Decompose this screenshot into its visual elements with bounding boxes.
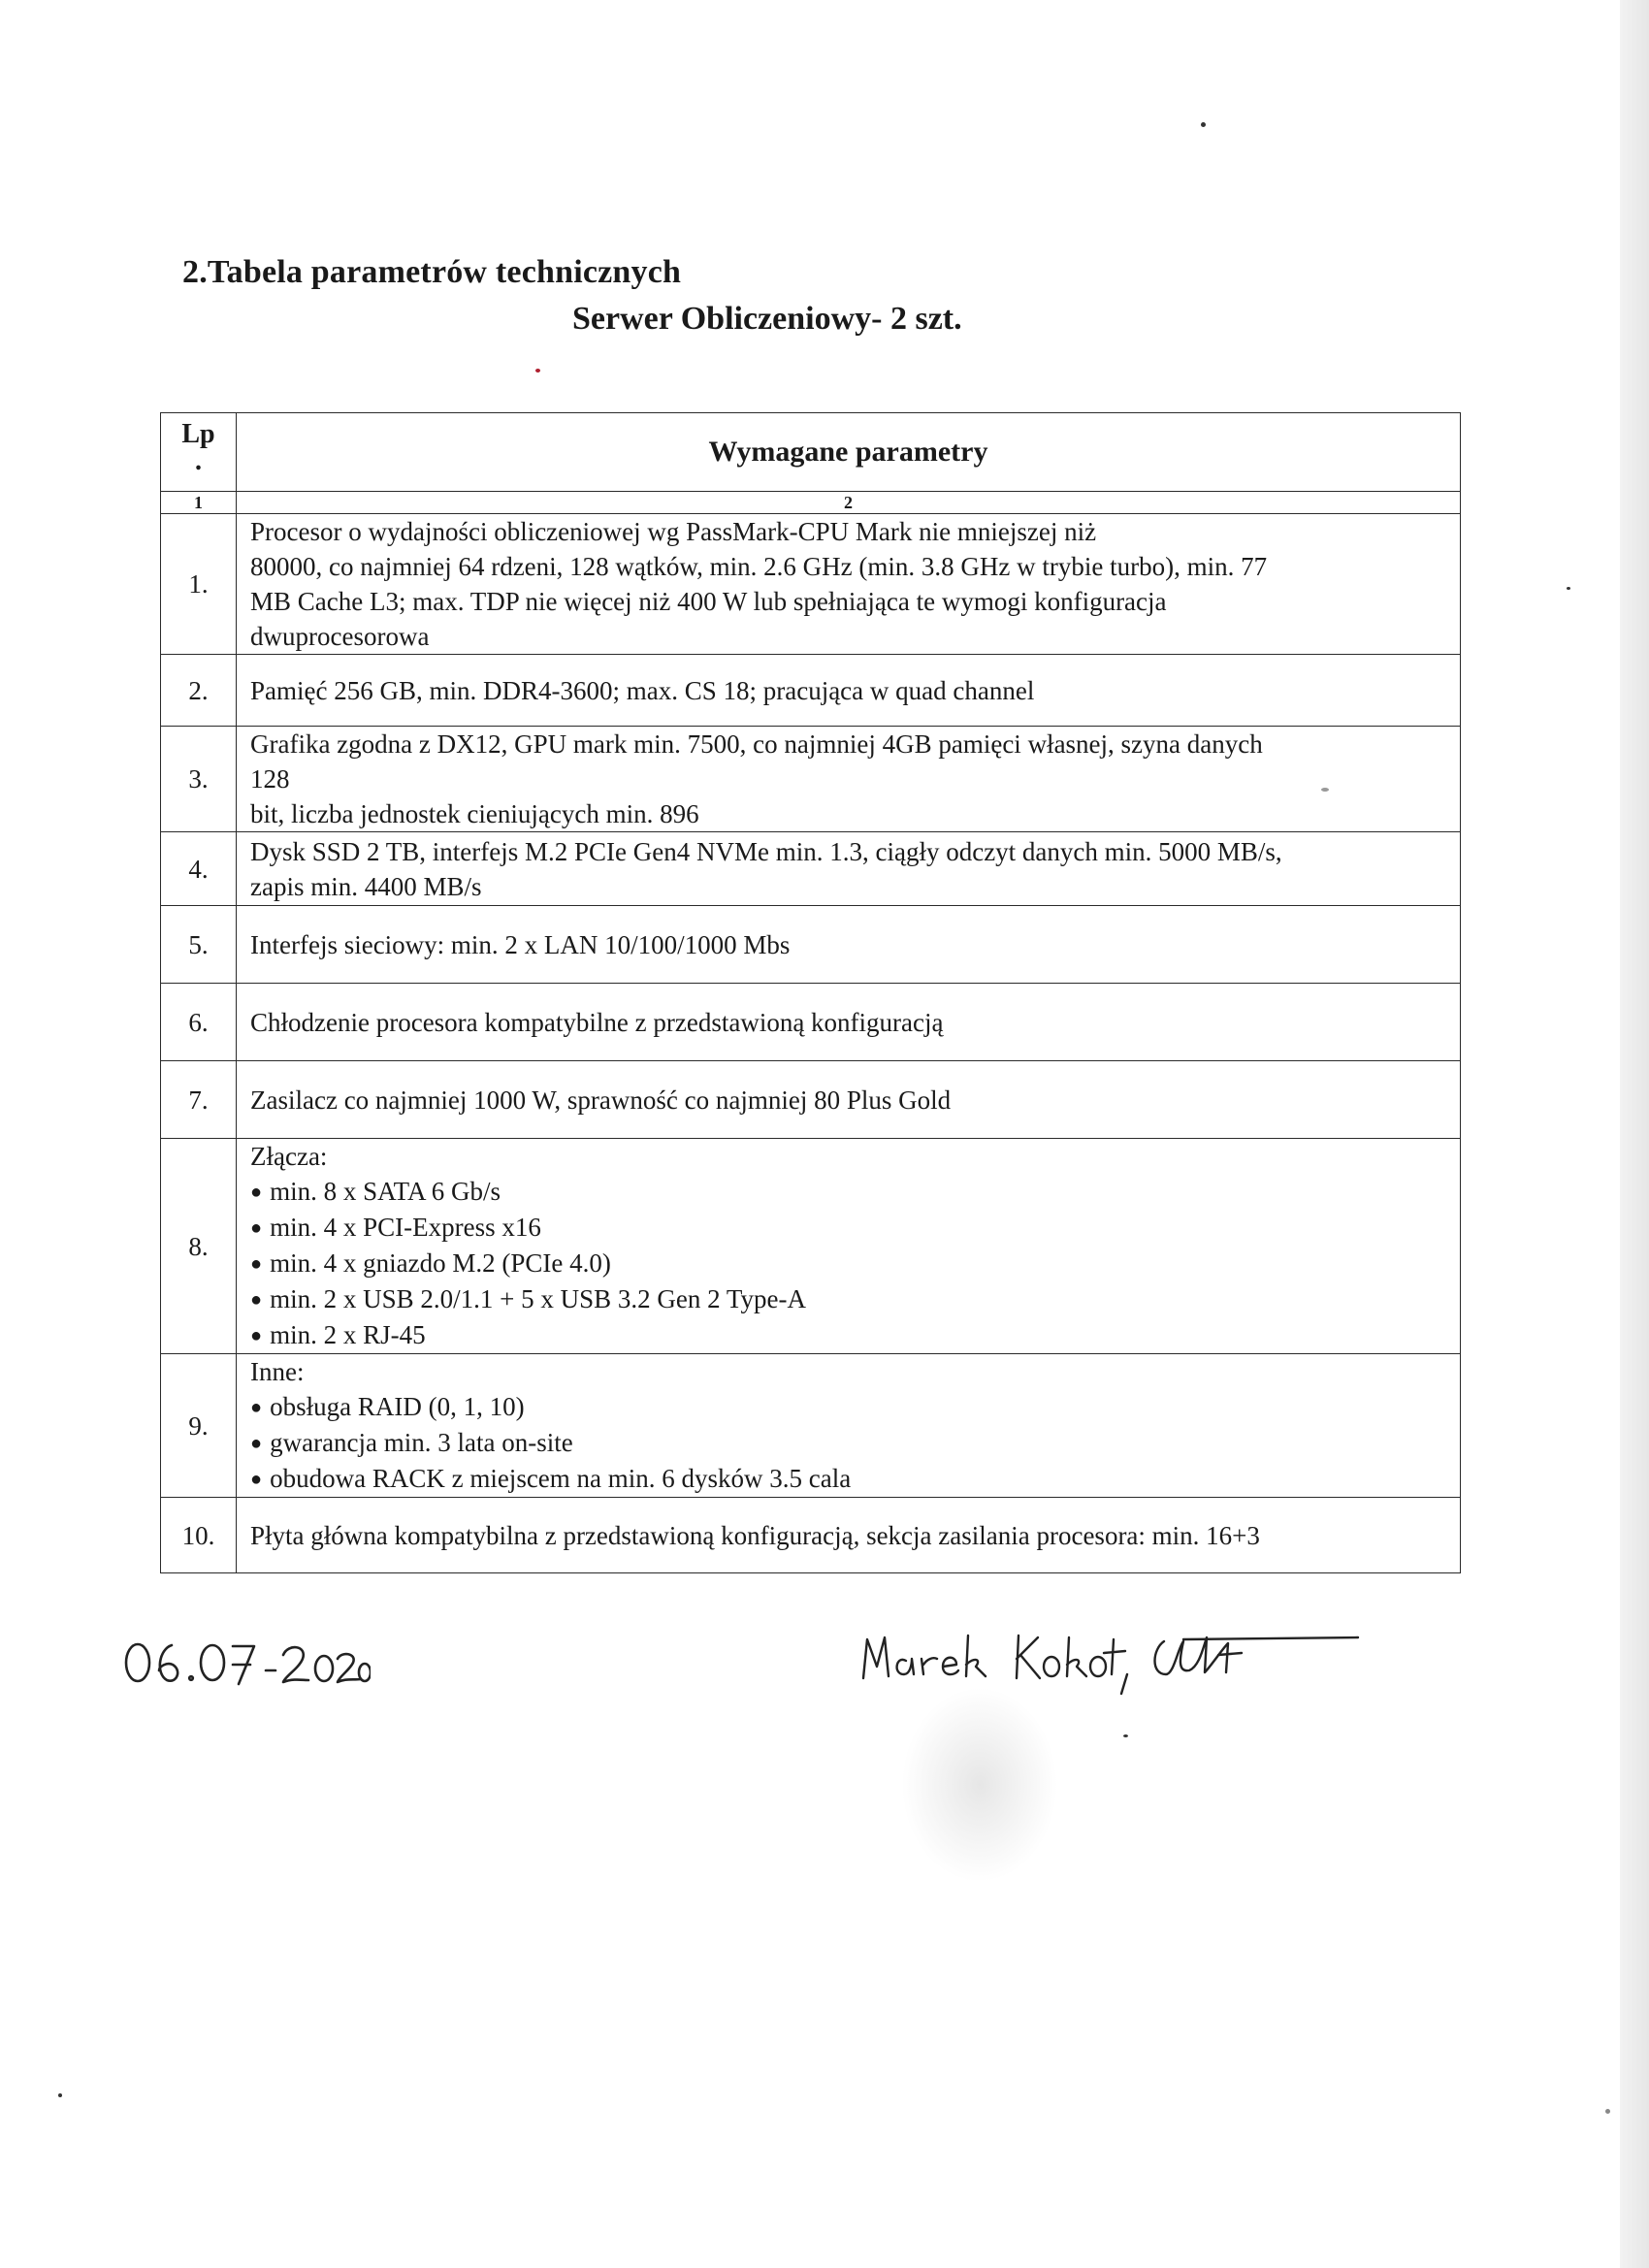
handwritten-date [118,1620,371,1698]
table-row [161,727,1461,832]
table-row [161,655,1461,727]
parameter-line: Dysk SSD 2 TB, interfejs M.2 PCIe Gen4 NVMe min. 1.3, ciągły odczyt danych min. 5000 MB/s, [250,836,1282,866]
row-parameters [237,655,1461,727]
row-parameters [237,1354,1461,1498]
parameter-line: 80000, co najmniej 64 rdzeni, 128 wątków, min. 2.6 GHz (min. 3.8 GHz w trybie turbo), min. 77 [250,552,1268,581]
parameters-table [160,412,1461,1573]
scan-speck [1605,2109,1610,2114]
row-number: 2. [161,655,237,727]
subheader-num: 1 [161,492,237,514]
row-parameters [237,984,1461,1061]
row-number: 1. [161,514,237,655]
document-heading: 2.Tabela parametrów technicznych [182,254,682,290]
table-row [161,1354,1461,1498]
parameter-bullet: ● obudowa RACK z miejscem na min. 6 dysków 3.5 cala [250,1461,1450,1497]
row-number: 8. [161,1139,237,1354]
scan-speck [58,2093,62,2097]
table-row [161,1061,1461,1139]
header-lp [161,413,237,492]
table-row [161,1139,1461,1354]
scan-speck [1201,122,1206,127]
table-body [161,514,1461,1573]
header-lp-dot: . [195,446,202,476]
scan-speck [535,369,540,373]
parameter-bullet: ● gwarancja min. 3 lata on-site [250,1425,1450,1461]
row-parameters [237,1061,1461,1139]
header-lp-label: Lp [181,419,215,449]
parameter-group-title: Inne: [250,1357,305,1386]
table-header-row [161,413,1461,492]
parameter-line: MB Cache L3; max. TDP nie więcej niż 400 W lub spełniająca te wymogi konfiguracja [250,587,1167,616]
row-parameters [237,1498,1461,1573]
row-number: 6. [161,984,237,1061]
row-number: 7. [161,1061,237,1139]
parameter-bullet: ● min. 2 x USB 2.0/1.1 + 5 x USB 3.2 Gen 2 Type-A [250,1281,1450,1317]
row-parameters [237,906,1461,984]
scan-speck [1123,1734,1128,1737]
row-parameters [237,514,1461,655]
parameter-line: Płyta główna kompatybilna z przedstawioną konfiguracją, sekcja zasilania procesora: min. 16+3 [250,1520,1260,1550]
row-number: 5. [161,906,237,984]
parameter-line: Procesor o wydajności obliczeniowej wg PassMark-CPU Mark nie mniejszej niż [250,517,1097,546]
table-row [161,1498,1461,1573]
row-parameters [237,832,1461,906]
parameter-line: Grafika zgodna z DX12, GPU mark min. 7500, co najmniej 4GB pamięci własnej, szyna danych [250,729,1263,759]
row-parameters [237,727,1461,832]
scan-speck [1321,788,1329,792]
parameter-line: dwuprocesorowa [250,622,430,651]
row-number: 4. [161,832,237,906]
handwritten-signature [854,1610,1377,1707]
row-number: 9. [161,1354,237,1498]
table-row [161,906,1461,984]
parameter-line: Interfejs sieciowy: min. 2 x LAN 10/100/1000 Mbs [250,929,791,959]
parameter-line: 128 [250,764,290,794]
parameter-line: Zasilacz co najmniej 1000 W, sprawność co najmniej 80 Plus Gold [250,1085,952,1115]
table-row [161,514,1461,655]
document-subheading: Serwer Obliczeniowy- 2 szt. [572,301,962,337]
parameter-bullet: ● obsługa RAID (0, 1, 10) [250,1389,1450,1425]
table-subheader-row [161,492,1461,514]
row-number: 10. [161,1498,237,1573]
parameter-bullet: ● min. 4 x gniazdo M.2 (PCIe 4.0) [250,1246,1450,1281]
parameter-line: Pamięć 256 GB, min. DDR4-3600; max. CS 18; pracująca w quad channel [250,675,1035,705]
parameter-group-title: Złącza: [250,1142,328,1171]
table-row [161,984,1461,1061]
subheader-text: 2 [237,492,1461,514]
parameter-line: Chłodzenie procesora kompatybilne z przedstawioną konfiguracją [250,1007,944,1037]
parameter-bullet: ● min. 8 x SATA 6 Gb/s [250,1174,1450,1210]
table-row [161,832,1461,906]
parameter-line: zapis min. 4400 MB/s [250,871,482,901]
parameter-bullet: ● min. 4 x PCI-Express x16 [250,1210,1450,1246]
parameter-bullet: ● min. 2 x RJ-45 [250,1317,1450,1353]
header-parameters: Wymagane parametry [237,413,1461,492]
scan-speck [1567,587,1570,590]
row-parameters [237,1139,1461,1354]
scan-smudge [902,1688,1057,1882]
parameter-line: bit, liczba jednostek cieniujących min. 896 [250,799,699,828]
scan-page-edge [1620,0,1649,2268]
row-number: 3. [161,727,237,832]
